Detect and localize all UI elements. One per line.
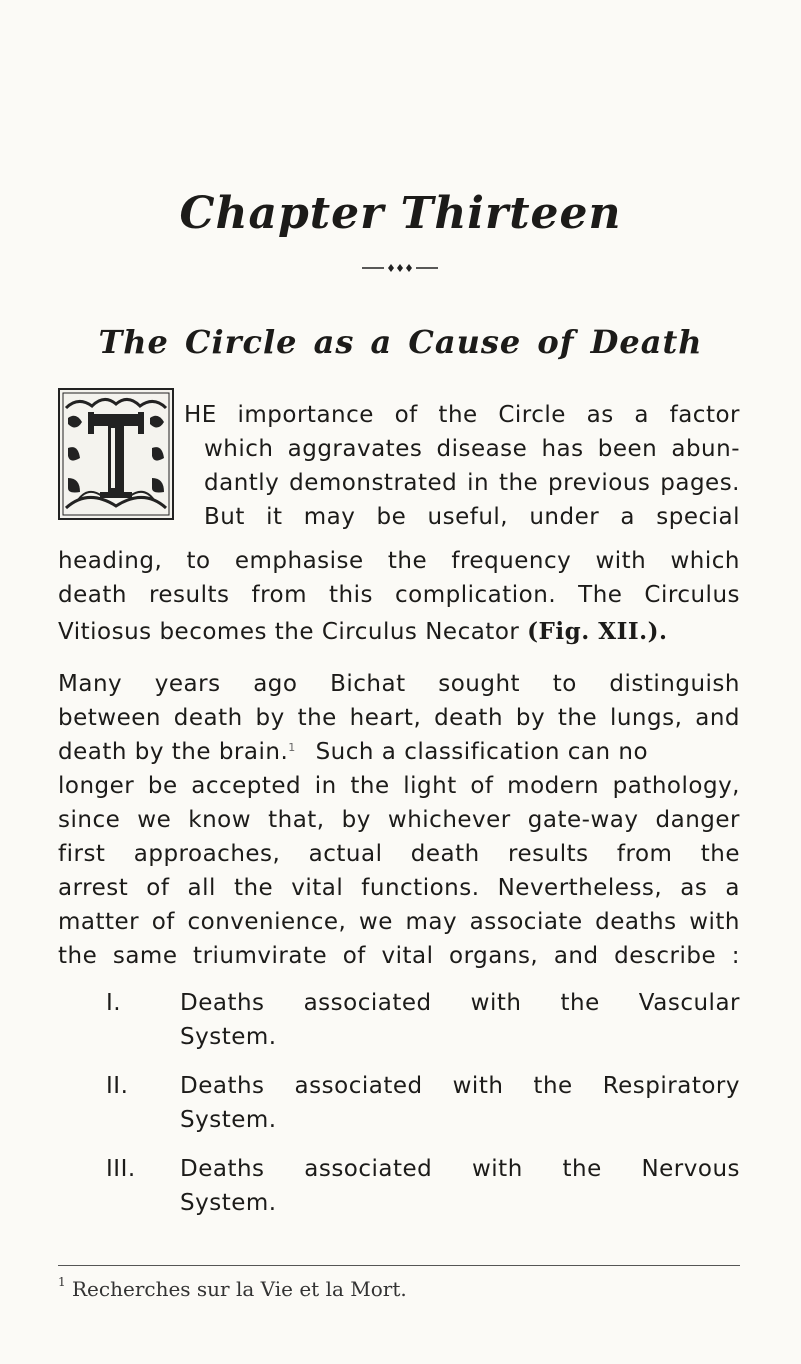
text-segment: Such a classification can no (315, 739, 649, 765)
footnote (58, 1277, 407, 1301)
text-line: But it may be useful, under a special (204, 504, 740, 530)
text-line: arrest of all the vital functions. Nevertheless, as a (58, 875, 740, 901)
text-line (58, 735, 740, 769)
text-line: longer be accepted in the light of modern pathology, (58, 773, 740, 799)
list-item-text: Deaths associated with the Vascular (180, 990, 740, 1016)
chapter-heading: Chapter Thirteen (179, 188, 622, 239)
text-line: death results from this complication. The Circulus (58, 582, 740, 608)
list-item-text: Deaths associated with the Nervous (180, 1156, 740, 1182)
text-line: heading, to emphasise the frequency with which (58, 548, 740, 574)
text-line (58, 615, 740, 649)
ornament-divider-icon (360, 262, 440, 274)
text-line: first approaches, actual death results from the (58, 841, 740, 867)
text-line: matter of convenience, we may associate deaths with (58, 909, 740, 935)
text-line: between death by the heart, death by the lungs, and (58, 705, 740, 731)
list-numeral: III. (106, 1156, 136, 1182)
footnote-mark: 1 (58, 1275, 66, 1289)
list-item-continuation: System. (180, 1107, 277, 1133)
drop-cap-t-icon (58, 388, 174, 520)
list-item-continuation: System. (180, 1024, 277, 1050)
text-line: Many years ago Bichat sought to distinguish (58, 671, 740, 697)
text-segment: Vitiosus becomes the Circulus Necator (58, 619, 520, 645)
list-item-text: Deaths associated with the Respiratory (180, 1073, 740, 1099)
text-line: dantly demonstrated in the previous pages. (204, 470, 740, 496)
list-item-continuation: System. (180, 1190, 277, 1216)
footnote-reference: 1 (288, 741, 296, 754)
text-line: HE importance of the Circle as a factor (184, 402, 740, 428)
footnote-text: Recherches sur la Vie et la Mort. (72, 1277, 407, 1301)
list-numeral: I. (106, 990, 122, 1016)
list-numeral: II. (106, 1073, 129, 1099)
text-line: which aggravates disease has been abun- (204, 436, 740, 462)
footnote-rule (58, 1265, 740, 1266)
text-segment: death by the brain. (58, 739, 289, 765)
text-line: since we know that, by whichever gate-way danger (58, 807, 740, 833)
figure-reference: (Fig. XII.). (527, 618, 668, 645)
chapter-title: The Circle as a Cause of Death (98, 323, 703, 361)
text-line: the same triumvirate of vital organs, and describe : (58, 943, 740, 969)
